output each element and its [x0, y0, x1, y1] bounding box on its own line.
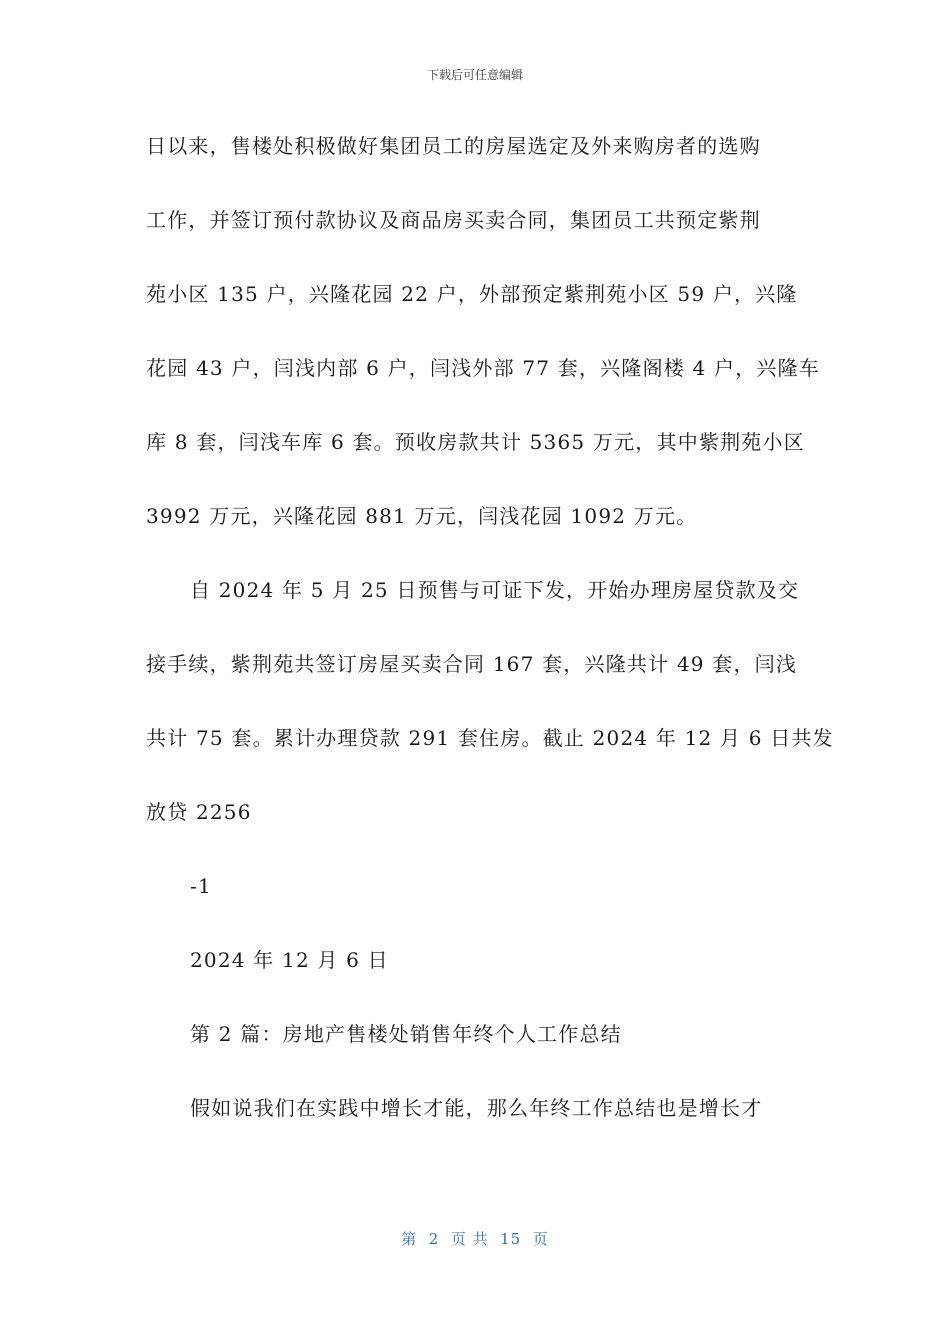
text-line-14: 假如说我们在实践中增长才能，那么年终工作总结也是增长才	[190, 1096, 763, 1120]
page-header-note: 下载后可任意编辑	[426, 68, 523, 82]
section-heading: 第 2 篇：房地产售楼处销售年终个人工作总结	[190, 1022, 622, 1046]
text-line-10: 放贷 2256	[146, 800, 252, 824]
text-line-6: 3992 万元，兴隆花园 881 万元，闫浅花园 1092 万元。	[146, 504, 698, 528]
text-line-3: 苑小区 135 户，兴隆花园 22 户，外部预定紫荆苑小区 59 户，兴隆	[146, 282, 798, 306]
text-line-4: 花园 43 户，闫浅内部 6 户，闫浅外部 77 套，兴隆阁楼 4 户，兴隆车	[146, 356, 821, 380]
text-line-9: 共计 75 套。累计办理贷款 291 套住房。截止 2024 年 12 月 6 日共发	[146, 726, 834, 750]
page-number-footer: 第 2 页 共 15 页	[401, 1230, 549, 1248]
text-line-11: -1	[190, 874, 212, 898]
document-body	[146, 124, 834, 1160]
text-line-2: 工作，并签订预付款协议及商品房买卖合同，集团员工共预定紫荆	[146, 208, 761, 232]
text-line-8: 接手续，紫荆苑共签订房屋买卖合同 167 套，兴隆共计 49 套，闫浅	[146, 652, 798, 676]
text-line-1: 日以来，售楼处积极做好集团员工的房屋选定及外来购房者的选购	[146, 134, 761, 158]
text-line-7: 自 2024 年 5 月 25 日预售与可证下发，开始办理房屋贷款及交	[190, 578, 800, 602]
date-line: 2024 年 12 月 6 日	[190, 948, 389, 972]
text-line-5: 库 8 套，闫浅车库 6 套。预收房款共计 5365 万元，其中紫荆苑小区	[146, 430, 805, 454]
